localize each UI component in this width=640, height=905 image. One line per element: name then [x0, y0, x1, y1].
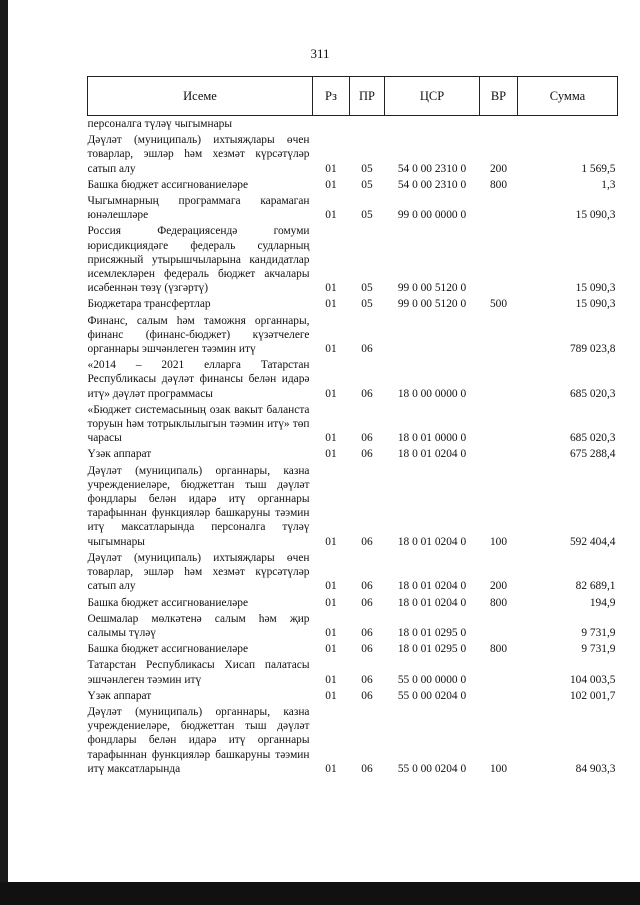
- cell-csr: 18 0 01 0204 0: [397, 448, 467, 461]
- cell-pr: 06: [361, 580, 373, 593]
- cell-vr: [480, 313, 518, 358]
- table-row: [88, 688, 618, 704]
- cell-name: Дәүләт (муниципаль) органнары, казна учреждениеләре, бюджеттан тыш дәүләт фондлары белән идарә итү органнары тарафыннан функцияләр башкаруны тәэмин итү максатларында персоналга түләү чыгымнары: [87, 464, 310, 548]
- cell-pr: 05: [361, 209, 373, 222]
- cell-pr: 06: [361, 762, 373, 775]
- cell-name: Бюджетара трансфертлар: [87, 298, 211, 311]
- cell-pr: 06: [361, 596, 373, 609]
- cell-rz: 01: [325, 298, 337, 311]
- cell-csr: 18 0 01 0295 0: [397, 643, 467, 656]
- cell-name: Үзәк аппарат: [87, 689, 152, 702]
- cell-csr: 18 0 01 0204 0: [397, 535, 467, 548]
- cell-rz: 01: [325, 596, 337, 609]
- cell-sum: 1 569,5: [581, 162, 616, 175]
- cell-pr: 06: [361, 448, 373, 461]
- cell-vr: [480, 357, 518, 402]
- cell-sum: 82 689,1: [575, 580, 616, 593]
- scan-edge-left: [0, 0, 8, 905]
- cell-name: Башка бюджет ассигнованиеләре: [87, 643, 249, 656]
- scan-edge-bottom: [0, 882, 640, 905]
- cell-csr: 54 0 00 2310 0: [397, 178, 467, 191]
- cell-sum: 104 003,5: [569, 673, 616, 686]
- cell-vr: [480, 116, 518, 133]
- cell-csr: 55 0 00 0000 0: [397, 673, 467, 686]
- cell-rz: 01: [325, 643, 337, 656]
- header-name: Исеме: [88, 77, 313, 116]
- cell-vr: 500: [489, 298, 508, 311]
- cell-sum: 685 020,3: [569, 387, 616, 400]
- cell-rz: 01: [325, 762, 337, 775]
- table-row: [88, 193, 618, 223]
- cell-rz: 01: [325, 432, 337, 445]
- cell-sum: 15 090,3: [575, 209, 616, 222]
- cell-sum: [518, 116, 618, 133]
- cell-name: Башка бюджет ассигнованиеләре: [87, 178, 249, 191]
- table-row: [88, 611, 618, 641]
- cell-sum: 15 090,3: [575, 298, 616, 311]
- table-row: [88, 446, 618, 462]
- cell-sum: 9 731,9: [581, 643, 616, 656]
- cell-name: Финанс, салым һәм таможня органнары, финанс (финанс-бюджет) күзәтчелеге органнары эшчәнлеген тәэмин итү: [87, 314, 310, 356]
- cell-rz: 01: [325, 448, 337, 461]
- cell-csr: 18 0 01 0204 0: [397, 596, 467, 609]
- cell-csr: 99 0 00 5120 0: [397, 282, 467, 295]
- table-row: [88, 132, 618, 177]
- cell-vr: 100: [489, 535, 508, 548]
- table-row: [88, 223, 618, 296]
- cell-sum: 102 001,7: [569, 689, 616, 702]
- cell-vr: 200: [489, 162, 508, 175]
- cell-pr: 05: [361, 282, 373, 295]
- cell-vr: [480, 193, 518, 223]
- cell-sum: 685 020,3: [569, 432, 616, 445]
- cell-rz: 01: [325, 387, 337, 400]
- cell-vr: 800: [489, 643, 508, 656]
- header-vr: ВР: [480, 77, 518, 116]
- cell-name: Үзәк аппарат: [87, 448, 152, 461]
- cell-rz: 01: [325, 580, 337, 593]
- cell-rz: 01: [325, 178, 337, 191]
- cell-pr: 06: [361, 673, 373, 686]
- cell-name: Россия Федерациясендә гомуми юрисдикциядәге федераль судларның присяжный утырышчыларына кандидатлар исемлекләрен федераль бюджет акчалары исәбеннән төзү (үзгәртү): [87, 225, 310, 295]
- cell-rz: 01: [325, 209, 337, 222]
- page-number: 311: [310, 46, 330, 61]
- cell-sum: 592 404,4: [569, 535, 616, 548]
- cell-csr: 99 0 00 0000 0: [397, 209, 467, 222]
- cell-vr: [480, 223, 518, 296]
- header-sum: Сумма: [518, 77, 618, 116]
- cell-pr: 05: [361, 162, 373, 175]
- cell-vr: 800: [489, 596, 508, 609]
- cell-rz: 01: [325, 535, 337, 548]
- cell-pr: [350, 116, 385, 133]
- cell-pr: 06: [361, 626, 373, 639]
- cell-csr: 18 0 01 0204 0: [397, 580, 467, 593]
- cell-sum: 1,3: [601, 178, 616, 191]
- cell-vr: 800: [489, 178, 508, 191]
- cell-vr: [480, 446, 518, 462]
- cell-pr: 06: [361, 535, 373, 548]
- cell-name: Дәүләт (муниципаль) органнары, казна учреждениеләре, бюджеттан тыш дәүләт фондлары белән идарә итү органнары тарафыннан функцияләр башкаруны тәэмин итү максатларында: [87, 705, 310, 775]
- table-row: [88, 641, 618, 657]
- header-pr: ПР: [350, 77, 385, 116]
- cell-name: Дәүләт (муниципаль) ихтыяҗлары өчен товарлар, эшләр һәм хезмәт күрсәтүләр сатып алу: [87, 134, 310, 175]
- header-csr: ЦСР: [385, 77, 480, 116]
- cell-pr: 05: [361, 298, 373, 311]
- cell-rz: 01: [325, 626, 337, 639]
- table-header-row: [88, 77, 618, 116]
- table-row: [88, 704, 618, 777]
- cell-csr: 18 0 01 0000 0: [397, 432, 467, 445]
- cell-vr: [480, 688, 518, 704]
- header-rz: Рз: [313, 77, 350, 116]
- cell-name: Башка бюджет ассигнованиеләре: [87, 596, 249, 609]
- cell-csr: 99 0 00 5120 0: [397, 298, 467, 311]
- cell-name: Дәүләт (муниципаль) ихтыяҗлары өчен товарлар, эшләр һәм хезмәт күрсәтүләр сатып алу: [87, 551, 310, 593]
- cell-pr: 05: [361, 178, 373, 191]
- cell-vr: [480, 611, 518, 641]
- cell-name: персоналга түләү чыгымнары: [87, 118, 232, 130]
- table-row: [88, 296, 618, 312]
- cell-rz: 01: [325, 162, 337, 175]
- cell-pr: 06: [361, 343, 373, 356]
- cell-vr: [480, 657, 518, 687]
- table-row: [88, 116, 618, 133]
- table-row: [88, 657, 618, 687]
- cell-csr: 18 0 00 0000 0: [397, 387, 467, 400]
- cell-pr: 06: [361, 689, 373, 702]
- cell-csr: [385, 116, 480, 133]
- cell-sum: 194,9: [589, 596, 616, 609]
- cell-rz: 01: [325, 282, 337, 295]
- budget-table: [87, 76, 618, 777]
- cell-sum: 675 288,4: [569, 448, 616, 461]
- cell-sum: 84 903,3: [575, 762, 616, 775]
- cell-csr: 55 0 00 0204 0: [397, 762, 467, 775]
- cell-sum: 9 731,9: [581, 626, 616, 639]
- cell-csr: 55 0 00 0204 0: [397, 689, 467, 702]
- cell-name: Чыгымнарның программага карамаган юнәлешләре: [87, 195, 310, 222]
- cell-name: «Бюджет системасының озак вакыт баланста торуын һәм тотрыклылыгын тәэмин итү» төп чарасы: [87, 403, 310, 445]
- cell-name: Татарстан Республикасы Хисап палатасы эшчәнлеген тәэмин итү: [87, 659, 310, 686]
- table-row: [88, 595, 618, 611]
- cell-name: Оешмалар мөлкәтенә салым һәм җир салымы түләү: [87, 612, 310, 639]
- table-row: [88, 550, 618, 595]
- cell-rz: 01: [325, 689, 337, 702]
- table-row: [88, 463, 618, 550]
- cell-sum: 15 090,3: [575, 282, 616, 295]
- table-row: [88, 357, 618, 402]
- cell-vr: 100: [489, 762, 508, 775]
- table-row: [88, 402, 618, 447]
- table-row: [88, 177, 618, 193]
- table-row: [88, 313, 618, 358]
- cell-pr: 06: [361, 387, 373, 400]
- cell-pr: 06: [361, 643, 373, 656]
- budget-sheet: [87, 76, 617, 777]
- cell-sum: 789 023,8: [569, 343, 616, 356]
- cell-vr: 200: [489, 580, 508, 593]
- cell-csr: [385, 313, 480, 358]
- cell-rz: 01: [325, 343, 337, 356]
- cell-rz: 01: [325, 673, 337, 686]
- cell-rz: [313, 116, 350, 133]
- cell-csr: 54 0 00 2310 0: [397, 162, 467, 175]
- cell-name: «2014 – 2021 елларга Татарстан Республикасы дәүләт финансы белән идарә итү» дәүләт программасы: [87, 359, 310, 400]
- cell-csr: 18 0 01 0295 0: [397, 626, 467, 639]
- cell-pr: 06: [361, 432, 373, 445]
- cell-vr: [480, 402, 518, 447]
